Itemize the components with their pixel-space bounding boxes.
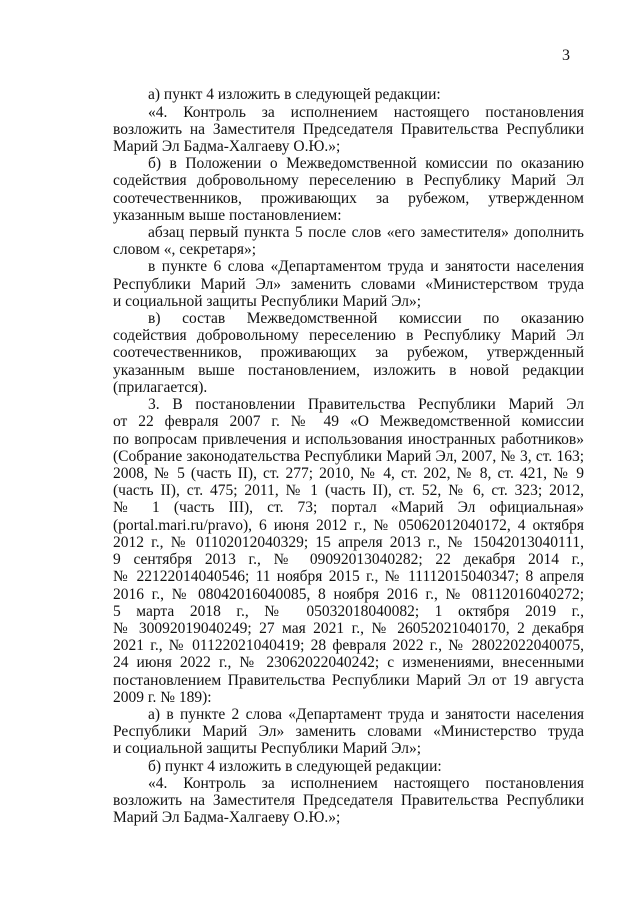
text-line: «4. Контроль за исполнением настоящего постановления (148, 104, 584, 121)
text-line: абзац первый пункта 5 после слов «его заместителя» дополнить (148, 224, 584, 241)
text-line: в) состав Межведомственной комиссии по оказанию (148, 310, 584, 327)
text-line: словом «, секретаря»; (113, 241, 257, 258)
text-line: а) в пункте 2 слова «Департамент труда и занятости населения (148, 706, 584, 723)
text-line: и социальной защиты Республики Марий Эл»; (113, 293, 422, 310)
text-line: указанным выше постановлением: (113, 207, 342, 224)
text-line: № 22122014040546; 11 ноября 2015 г., № 11112015040347; 8 апреля (113, 568, 584, 585)
text-line: а) пункт 4 изложить в следующей редакции: (148, 86, 441, 103)
text-line: постановлением Правительства Республики Марий Эл от 19 августа (113, 672, 584, 689)
text-line: 2009 г. № 189): (113, 689, 212, 706)
text-line: 9 сентября 2013 г., № 09092013040282; 22 декабря 2014 г., (113, 551, 584, 568)
text-line: 2012 г., № 01102012040329; 15 апреля 2013 г., № 15042013040111, (113, 534, 584, 551)
text-line: 2016 г., № 08042016040085, 8 ноября 2016 г., № 08112016040272; (113, 586, 584, 603)
text-line: б) пункт 4 изложить в следующей редакции: (148, 758, 442, 775)
text-line: 2021 г., № 01122021040419; 28 февраля 2022 г., № 28022022040075, (113, 637, 584, 654)
text-line: 2008, № 5 (часть II), ст. 277; 2010, № 4, ст. 202, № 8, ст. 421, № 9 (113, 465, 584, 482)
text-line: возложить на Заместителя Председателя Правительства Республики (113, 792, 584, 809)
text-line: возложить на Заместителя Председателя Правительства Республики (113, 121, 584, 138)
text-line: (portal.mari.ru/pravo), 6 июня 2012 г., № 05062012040172, 4 октября (113, 517, 584, 534)
text-line: «4. Контроль за исполнением настоящего постановления (148, 775, 584, 792)
text-line: Марий Эл Бадма-Халгаеву О.Ю.»; (113, 138, 341, 155)
text-line: 5 марта 2018 г., № 05032018040082; 1 октября 2019 г., (113, 603, 584, 620)
text-line: по вопросам привлечения и использования иностранных работников» (113, 431, 584, 448)
text-line: (часть II), ст. 475; 2011, № 1 (часть II), ст. 52, № 6, ст. 323; 2012, (113, 482, 584, 499)
text-line: 3. В постановлении Правительства Республики Марий Эл (148, 396, 584, 413)
text-line: содействия добровольному переселению в Республику Марий Эл (113, 327, 584, 344)
text-line: (Собрание законодательства Республики Марий Эл, 2007, № 3, ст. 163; (113, 448, 584, 465)
text-line: соотечественников, проживающих за рубежом, утвержденном (113, 190, 584, 207)
text-line: (прилагается). (113, 379, 208, 396)
text-line: от 22 февраля 2007 г. № 49 «О Межведомственной комиссии (113, 413, 584, 430)
text-line: Марий Эл Бадма-Халгаеву О.Ю.»; (113, 809, 341, 826)
text-line: в пункте 6 слова «Департаментом труда и занятости населения (148, 258, 584, 275)
text-line: Республики Марий Эл» заменить словами «Министерство труда (113, 723, 584, 740)
text-line: 24 июня 2022 г., № 23062022040242; с изменениями, внесенными (113, 654, 584, 671)
text-line: указанным выше постановлением, изложить в новой редакции (113, 362, 584, 379)
text-line: и социальной защиты Республики Марий Эл»; (113, 740, 422, 757)
text-line: содействия добровольному переселению в Республику Марий Эл (113, 172, 584, 189)
text-line: соотечественников, проживающих за рубежом, утвержденный (113, 344, 584, 361)
text-line: Республики Марий Эл» заменить словами «Министерством труда (113, 276, 584, 293)
text-line: б) в Положении о Межведомственной комиссии по оказанию (148, 155, 584, 172)
text-line: № 1 (часть III), ст. 73; портал «Марий Эл официальная» (113, 499, 584, 516)
text-line: № 30092019040249; 27 мая 2021 г., № 26052021040170, 2 декабря (113, 620, 584, 637)
page-number: 3 (562, 47, 570, 64)
